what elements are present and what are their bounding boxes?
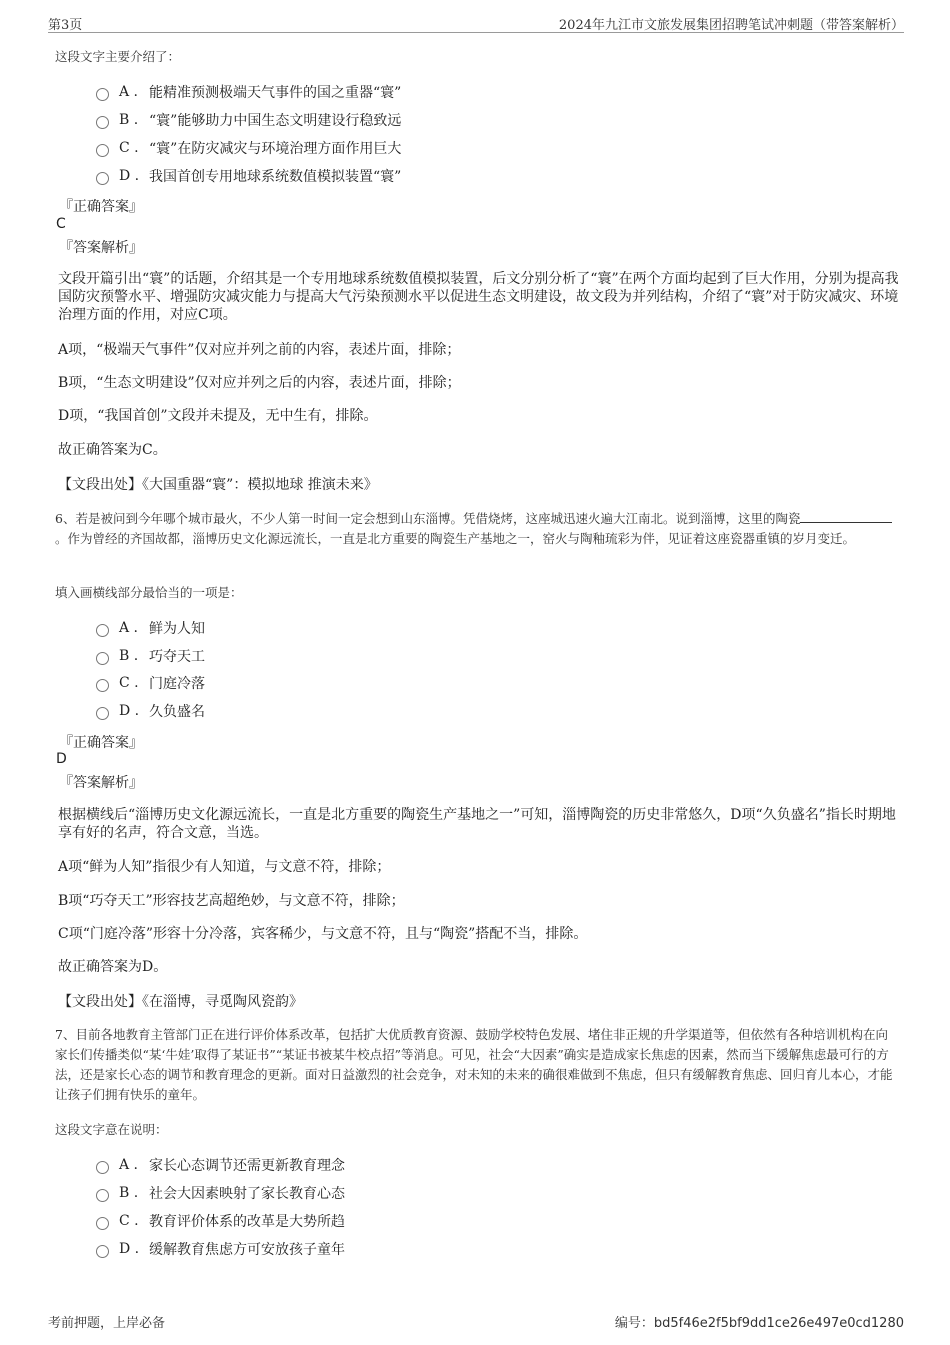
q6-option-a[interactable]: A . 鲜为人知	[96, 616, 205, 640]
q6-prompt: 填入画横线部分最恰当的一项是：	[55, 585, 243, 600]
radio-icon[interactable]	[96, 1245, 109, 1258]
q6-analysis-main: 根据横线后“淄博历史文化源远流长，一直是北方重要的陶瓷生产基地之一”可知，淄博陶瓷的历史非常悠久，D项“久负盛名”指长时期地享有好的名声，符合文意，当选。	[58, 807, 896, 841]
q5-option-b[interactable]: B . “寰”能够助力中国生态文明建设行稳致远	[96, 108, 401, 132]
q7-prompt: 这段文字意在说明：	[55, 1122, 168, 1137]
page-header	[48, 10, 904, 33]
q6-conclusion: 故正确答案为D。	[58, 959, 168, 975]
footer-slogan: 考前押题，上岸必备	[48, 1316, 166, 1331]
q7-option-d[interactable]: D . 缓解教育焦虑方可安放孩子童年	[96, 1237, 345, 1261]
radio-icon[interactable]	[96, 624, 109, 637]
q6-analysis-b: B项“巧夺天工”形容技艺高超绝妙，与文意不符，排除；	[58, 893, 405, 909]
q6-option-d[interactable]: D . 久负盛名	[96, 699, 205, 723]
radio-icon[interactable]	[96, 707, 109, 720]
q5-source: 【文段出处】《大国重器“寰”：模拟地球 推演未来》	[58, 477, 378, 493]
q5-analysis-main: 文段开篇引出“寰”的话题，介绍其是一个专用地球系统数值模拟装置，后文分别分析了“寰”在两个方面均起到了巨大作用，分别为提高我国防灾预警水平、增强防灾减灾能力与提高大气污染预测水平以促进生态文明建设，故文段为并列结构，介绍了“寰”对于防灾减灾、环境治理方面的作用，对应C项。	[58, 271, 899, 323]
radio-icon[interactable]	[96, 1189, 109, 1202]
q5-analysis-b: B项，“生态文明建设”仅对应并列之后的内容，表述片面，排除；	[58, 375, 461, 391]
q6-stem: 6、若是被问到今年哪个城市最火，不少人第一时间一定会想到山东淄博。凭借烧烤，这座城迅速火遍大江南北。说到淄博，这里的陶瓷。作为曾经的齐国故都，淄博历史文化源远流长，一直是北方重要的陶瓷生产基地之一，窑火与陶釉琉彩为伴，见证着这座瓷器重镇的岁月变迁。	[55, 509, 900, 549]
q6-correct-label: 『正确答案』	[59, 735, 143, 751]
radio-icon[interactable]	[96, 116, 109, 129]
radio-icon[interactable]	[96, 679, 109, 692]
q5-correct-label: 『正确答案』	[59, 199, 143, 215]
radio-icon[interactable]	[96, 652, 109, 665]
q6-answer: D	[56, 751, 67, 767]
document-title: 2024年九江市文旅发展集团招聘笔试冲刺题（带答案解析）	[558, 18, 904, 33]
q5-conclusion: 故正确答案为C。	[58, 442, 167, 458]
q5-prompt: 这段文字主要介绍了：	[55, 49, 181, 64]
q7-stem: 7、目前各地教育主管部门正在进行评价体系改革，包括扩大优质教育资源、鼓励学校特色发展、堵住非正规的升学渠道等，但依然有各种培训机构在向家长们传播类似“某‘牛娃’取得了某证书”“某证书被某牛校点招”等消息。可见，社会“大因素”确实是造成家长焦虑的因素，然而当下缓解焦虑最可行的方法，还是家长心态的调节和教育理念的更新。面对日益激烈的社会竞争，对未知的未来的确很难做到不焦虑，但只有缓解教育焦虑、回归育儿本心，才能让孩子们拥有快乐的童年。	[55, 1027, 893, 1102]
q6-option-b[interactable]: B . 巧夺天工	[96, 644, 205, 668]
fill-blank	[800, 510, 892, 523]
q5-analysis-a: A项，“极端天气事件”仅对应并列之前的内容，表述片面，排除；	[58, 342, 461, 358]
document-code: 编号：bd5f46e2f5bf9dd1ce26e497e0cd1280	[614, 1316, 904, 1331]
q6-source: 【文段出处】《在淄博，寻觅陶风瓷韵》	[58, 994, 303, 1010]
q6-analysis-c: C项“门庭冷落”形容十分冷落，宾客稀少，与文意不符，且与“陶瓷”搭配不当，排除。	[58, 926, 588, 942]
radio-icon[interactable]	[96, 172, 109, 185]
q5-answer: C	[56, 216, 66, 232]
q6-analysis-label: 『答案解析』	[59, 775, 143, 791]
q5-analysis-d: D项，“我国首创”文段并未提及，无中生有，排除。	[58, 408, 378, 424]
q5-option-c[interactable]: C . “寰”在防灾减灾与环境治理方面作用巨大	[96, 136, 401, 160]
q6-analysis-a: A项“鲜为人知”指很少有人知道，与文意不符，排除；	[58, 859, 391, 875]
q5-option-a[interactable]: A . 能精准预测极端天气事件的国之重器“寰”	[96, 80, 401, 104]
radio-icon[interactable]	[96, 88, 109, 101]
q7-option-c[interactable]: C . 教育评价体系的改革是大势所趋	[96, 1209, 345, 1233]
q5-analysis-label: 『答案解析』	[59, 240, 143, 256]
q5-option-d[interactable]: D . 我国首创专用地球系统数值模拟装置“寰”	[96, 164, 401, 188]
page-number: 第3页	[48, 18, 83, 33]
radio-icon[interactable]	[96, 1161, 109, 1174]
radio-icon[interactable]	[96, 1217, 109, 1230]
radio-icon[interactable]	[96, 144, 109, 157]
q7-option-a[interactable]: A . 家长心态调节还需更新教育理念	[96, 1153, 345, 1177]
q7-option-b[interactable]: B . 社会大因素映射了家长教育心态	[96, 1181, 345, 1205]
q6-option-c[interactable]: C . 门庭冷落	[96, 671, 205, 695]
